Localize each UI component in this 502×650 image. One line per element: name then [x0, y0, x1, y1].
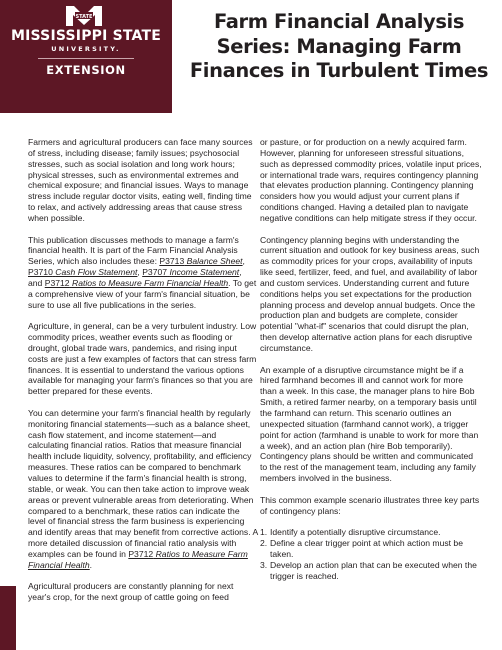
publication-link-p3712[interactable]: P3712 Ratios to Measure Farm Financial Health — [44, 277, 229, 288]
logo-university-name: MISSISSIPPI STATE — [10, 28, 162, 44]
financial-health-paragraph: You can determine your farm's financial health by regularly monitoring financial statements—such as a balance sheet, cash flow statement, and income statement—and calculating financial ratios. Ratios that measure financial health include liquidity, solvency, profitability, and efficiency measures. These ratios can be compared to benchmark values to determine if the farm's financial health is strong, stable, or weak. You can then take action to improve weak areas or prevent vulnerable areas from deteriorating. When compared to a benchmark, these ratios can indicate the level of financial stress the farm business is experiencing and identify areas that may benefit from corrective actions. A more detailed discussion of financial ratio analysis with examples can be found in P3712 Ratios to Measure Farm Financial Health. — [28, 407, 258, 570]
contingency-steps-list — [260, 527, 482, 581]
svg-text:STATE: STATE — [75, 14, 93, 20]
extension-logo-band — [0, 0, 172, 113]
m-state-shield-icon — [64, 4, 104, 26]
logo-divider — [38, 58, 134, 59]
publication-link-p3710[interactable]: P3710 Cash Flow Statement — [28, 267, 138, 278]
financial-health-text: You can determine your farm's financial health by regularly monitoring financial statements—such as a balance sheet, cash flow statement, and income statement—and calculating financial ratios. Ratios that measure financial health include liquidity, solvency, profitability, and efficiency measures. These ratios can be compared to benchmark values to determine if the farm's financial health is strong, stable, or weak. You can then take action to improve weak areas or prevent vulnerable areas from deteriorating. When compared to a benchmark, these ratios can indicate the level of financial stress the farm business is experiencing and identify areas that may benefit from corrective actions. A more detailed discussion of financial ratio analysis with examples can be found in — [28, 407, 258, 559]
publication-link-p3712-ratios[interactable]: P3712 Ratios to Measure Farm Financial Health — [28, 548, 248, 570]
document-title: Farm Financial Analysis Series: Managing Farm Finances in Turbulent Times — [189, 10, 489, 82]
footer-accent-band — [0, 586, 16, 650]
list-item: 2. Define a clear trigger point at which action must be taken. — [260, 538, 463, 559]
key-parts-intro: This common example scenario illustrates three key parts of contingency plans: — [260, 494, 480, 516]
contingency-paragraph: Contingency planning begins with understanding the current situation and outlook for key business areas, such as commodity prices for your crops, availability of inputs like seed, fertilizer, feed, and fuel, and availability of labor and custom services. Understanding current and future conditions helps you set expectations for the production planning process and develop annual budgets. Once the production plan and budgets are complete, consider potential "what-if" scenarios that could disrupt the plan, then develop alternative action plans for each disruptive circumstance. — [260, 234, 480, 353]
list-item: 3. Develop an action plan that can be executed when the trigger is reached. — [260, 559, 477, 581]
planning-paragraph: Agricultural producers are constantly planning for next year's crop, for the next group of cattle going on feed — [28, 581, 234, 603]
series-text: This publication discusses methods to manage a farm's financial health. It is part of the Farm Financial Analysis Series, which also includes these: — [28, 234, 239, 267]
intro-paragraph: Farmers and agricultural producers can face many sources of stress, including disease; family issues; psychosocial stresses, such as social isolation and long work hours; physical stresses, such as environmental extremes and chemical exposure; and financial issues. Ways to manage stress include regular doctor visits, eating well, finding time to relax, and actively addressing areas that cause stress when possible. — [28, 137, 253, 223]
turbulence-paragraph: Agriculture, in general, can be a very turbulent industry. Low commodity prices, weather events such as flooding or drought, global trade wars, pandemics, and rising input costs are just a few examples of factors that can stress farm finances. It is essential to understand the various options available for managing your farm's finances so that you are better prepared for these events. — [28, 321, 257, 397]
planning-continued-paragraph: or pasture, or for production on a newly acquired farm. However, planning for unforeseen stressful situations, such as depressed commodity prices, volatile input prices, or international trade wars, requires contingency planning that elevates production planning. Contingency planning considers how you would adjust your current plans if conditions changed. Having a detailed plan to navigate negative conditions can help mitigate stress if they occur. — [260, 137, 482, 223]
list-item: 1. Identify a potentially disruptive circumstance. — [260, 527, 441, 538]
logo-extension-label: EXTENSION — [46, 63, 126, 77]
publication-link-p3713[interactable]: P3713 Balance Sheet — [159, 256, 243, 267]
right-column — [260, 137, 482, 581]
example-paragraph: An example of a disruptive circumstance might be if a hired farmhand becomes ill and cannot work for more than a week. In this case, the manager plans to hire Bob Smith, a retired farmer nearby, on a temporary basis until the farmhand can return. This scenario outlines an unexpected situation (farmhand cannot work), a trigger point for action (farmhand is unable to work for more than a week), and an action plan (hire Bob temporarily). Contingency plans should be written and communicated to the rest of the management team, including any family members involved in the business. — [260, 364, 479, 484]
series-paragraph: This publication discusses methods to manage a farm's financial health. It is part of the Farm Financial Analysis Series, which also includes these: P3713 Balance Sheet, P3710 Cash Flow Statement, P3707 Income Statement, and P3712 Ratios to Measure Farm Financial Health. To get a comprehensive view of your farm's financial situation, be sure to use all five publications in the series. — [28, 234, 257, 310]
publication-link-p3707[interactable]: P3707 Income Statement — [142, 267, 240, 278]
logo-university-label: UNIVERSITY. — [51, 45, 121, 53]
left-column — [28, 137, 258, 614]
